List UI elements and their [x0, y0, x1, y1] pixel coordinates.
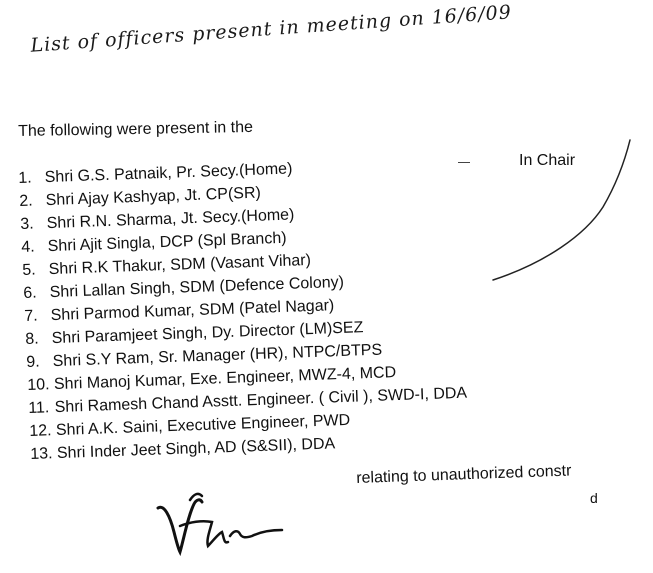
item-number: 1. — [18, 169, 32, 187]
official-item — [19, 185, 261, 211]
official-item — [30, 435, 335, 464]
official-item — [21, 230, 287, 257]
dash-mark — [458, 162, 470, 163]
item-text: Shri Parmod Kumar, SDM (Patel Nagar) — [50, 297, 335, 325]
official-item — [18, 160, 293, 188]
item-number: 4. — [21, 238, 35, 256]
item-number: 12. — [29, 422, 52, 440]
item-number: 2. — [19, 192, 33, 210]
item-number: 7. — [24, 307, 38, 325]
item-text: Shri G.S. Patnaik, Pr. Secy.(Home) — [44, 160, 293, 187]
item-text: Shri Ajay Kashyap, Jt. CP(SR) — [45, 184, 262, 210]
item-text: Shri Paramjeet Singh, Dy. Director (LM)SEZ — [51, 319, 364, 348]
handwritten-note: List of officers present in meeting on 16/6/09 — [29, 1, 513, 57]
item-text: Shri Lallan Singh, SDM (Defence Colony) — [49, 273, 345, 302]
closing-fragment: d — [590, 490, 598, 506]
item-text: Shri R.N. Sharma, Jt. Secy.(Home) — [46, 206, 295, 233]
item-number: 3. — [20, 215, 34, 233]
item-text: Shri A.K. Saini, Executive Engineer, PWD — [55, 411, 351, 440]
intro-text: The following were present in the — [18, 118, 254, 140]
item-number: 11. — [28, 399, 50, 417]
closing-text: relating to unauthorized constr — [356, 462, 572, 487]
item-text: Shri Manoj Kumar, Exe. Engineer, MWZ-4, MCD — [53, 364, 397, 394]
item-text: Shri R.K Thakur, SDM (Vasant Vihar) — [48, 251, 312, 279]
item-text: Shri Ajit Singla, DCP (Spl Branch) — [47, 229, 287, 256]
official-item — [20, 206, 295, 234]
in-chair-label: In Chair — [519, 152, 576, 169]
item-text: Shri S.Y Ram, Sr. Manager (HR), NTPC/BTPS — [52, 341, 383, 371]
signature — [150, 486, 300, 558]
item-number: 9. — [26, 353, 40, 371]
item-number: 13. — [30, 445, 53, 463]
margin-stroke — [485, 135, 635, 285]
item-number: 6. — [23, 284, 37, 302]
item-text: Shri Ramesh Chand Asstt. Engineer. ( Civil ), SWD-I, DDA — [54, 384, 468, 417]
item-number: 5. — [22, 261, 36, 279]
item-number: 8. — [25, 330, 39, 348]
item-text: Shri Inder Jeet Singh, AD (S&SII), DDA — [56, 435, 336, 463]
item-number: 10. — [27, 376, 50, 394]
